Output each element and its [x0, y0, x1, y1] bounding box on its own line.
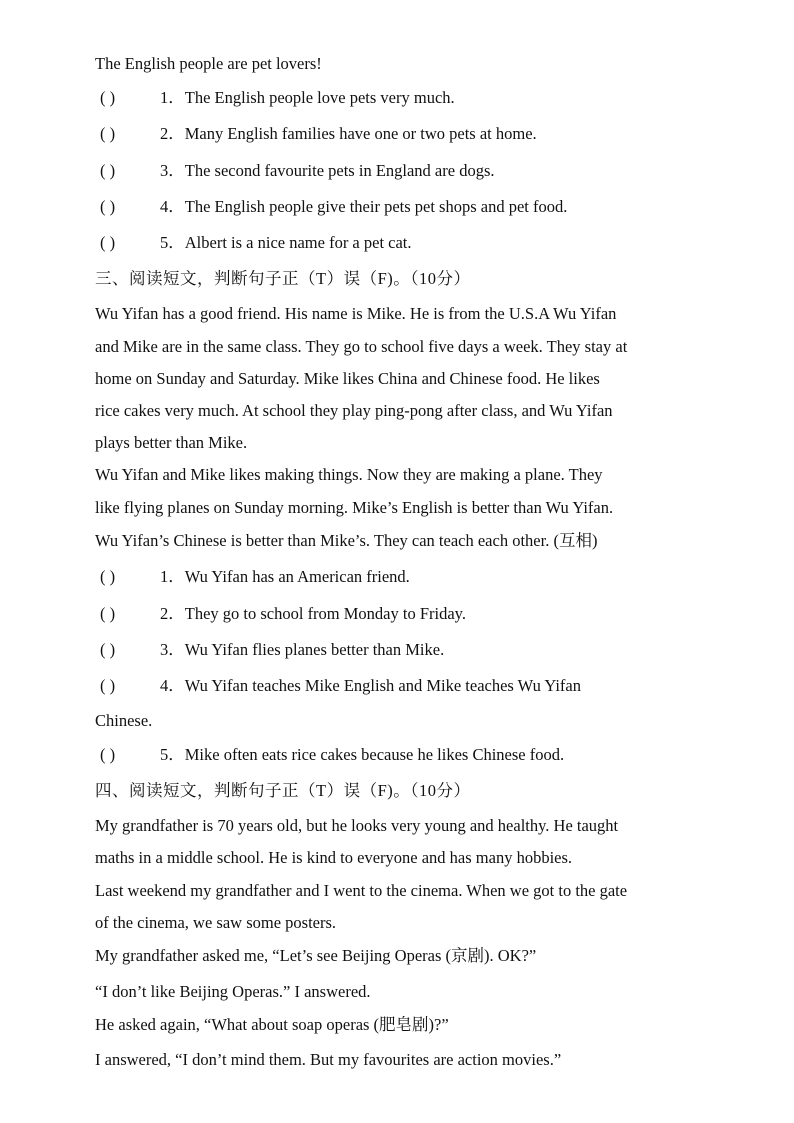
passage-line: I answered, “I don’t mind them. But my favourites are action movies.”: [95, 1050, 562, 1069]
passage-line: He asked again, “What about soap operas (肥皂剧)?”: [95, 1015, 449, 1034]
question-item: [100, 567, 410, 587]
question-item: [100, 197, 567, 217]
passage-line: home on Sunday and Saturday. Mike likes China and Chinese food. He likes: [95, 369, 600, 388]
question-item: [100, 745, 564, 765]
answer-blank[interactable]: ( ): [100, 567, 116, 586]
question-text: 5．Albert is a nice name for a pet cat.: [160, 233, 412, 252]
answer-blank[interactable]: ( ): [100, 88, 116, 107]
question-text: 3．The second favourite pets in England are dogs.: [160, 161, 495, 180]
section-heading: 三、阅读短文，判断句子正（T）误（F)。（10分）: [95, 269, 471, 288]
question-item: [100, 640, 444, 660]
question-text: 5．Mike often eats rice cakes because he likes Chinese food.: [160, 745, 565, 764]
answer-blank[interactable]: ( ): [100, 676, 116, 695]
passage-line: The English people are pet lovers!: [95, 54, 322, 73]
question-item: [100, 124, 537, 144]
question-text: 3．Wu Yifan flies planes better than Mike.: [160, 640, 445, 659]
question-text: 4．Wu Yifan teaches Mike English and Mike teaches Wu Yifan: [160, 676, 581, 695]
passage-line: of the cinema, we saw some posters.: [95, 913, 337, 932]
passage-line: My grandfather is 70 years old, but he looks very young and healthy. He taught: [95, 816, 619, 835]
answer-blank[interactable]: ( ): [100, 197, 116, 216]
passage-line: plays better than Mike.: [95, 433, 248, 452]
passage-line: “I don’t like Beijing Operas.” I answered.: [95, 982, 371, 1001]
answer-blank[interactable]: ( ): [100, 745, 116, 764]
passage-line: like flying planes on Sunday morning. Mike’s English is better than Wu Yifan.: [95, 498, 614, 517]
passage-line: Wu Yifan’s Chinese is better than Mike’s. They can teach each other. (互相): [95, 531, 598, 550]
passage-line: Last weekend my grandfather and I went to the cinema. When we got to the gate: [95, 881, 628, 900]
question-item: [100, 604, 466, 624]
answer-blank[interactable]: ( ): [100, 640, 116, 659]
question-text: 2．They go to school from Monday to Friday.: [160, 604, 466, 623]
passage-line: My grandfather asked me, “Let’s see Beijing Operas (京剧). OK?”: [95, 946, 537, 965]
question-item: [100, 88, 455, 108]
passage-line: maths in a middle school. He is kind to everyone and has many hobbies.: [95, 848, 573, 867]
answer-blank[interactable]: ( ): [100, 604, 116, 623]
question-item: [100, 676, 581, 696]
question-continuation: Chinese.: [95, 711, 153, 730]
question-text: 1．The English people love pets very much.: [160, 88, 455, 107]
passage-line: Wu Yifan has a good friend. His name is Mike. He is from the U.S.A Wu Yifan: [95, 304, 617, 323]
answer-blank[interactable]: ( ): [100, 161, 116, 180]
passage-line: rice cakes very much. At school they play ping-pong after class, and Wu Yifan: [95, 401, 613, 420]
answer-blank[interactable]: ( ): [100, 124, 116, 143]
section-heading: 四、阅读短文，判断句子正（T）误（F)。（10分）: [95, 781, 471, 800]
answer-blank[interactable]: ( ): [100, 233, 116, 252]
question-item: [100, 161, 495, 181]
passage-line: Wu Yifan and Mike likes making things. Now they are making a plane. They: [95, 465, 603, 484]
passage-line: and Mike are in the same class. They go to school five days a week. They stay at: [95, 337, 628, 356]
question-item: [100, 233, 412, 253]
question-text: 4．The English people give their pets pet shops and pet food.: [160, 197, 568, 216]
question-text: 1．Wu Yifan has an American friend.: [160, 567, 410, 586]
question-text: 2．Many English families have one or two pets at home.: [160, 124, 537, 143]
